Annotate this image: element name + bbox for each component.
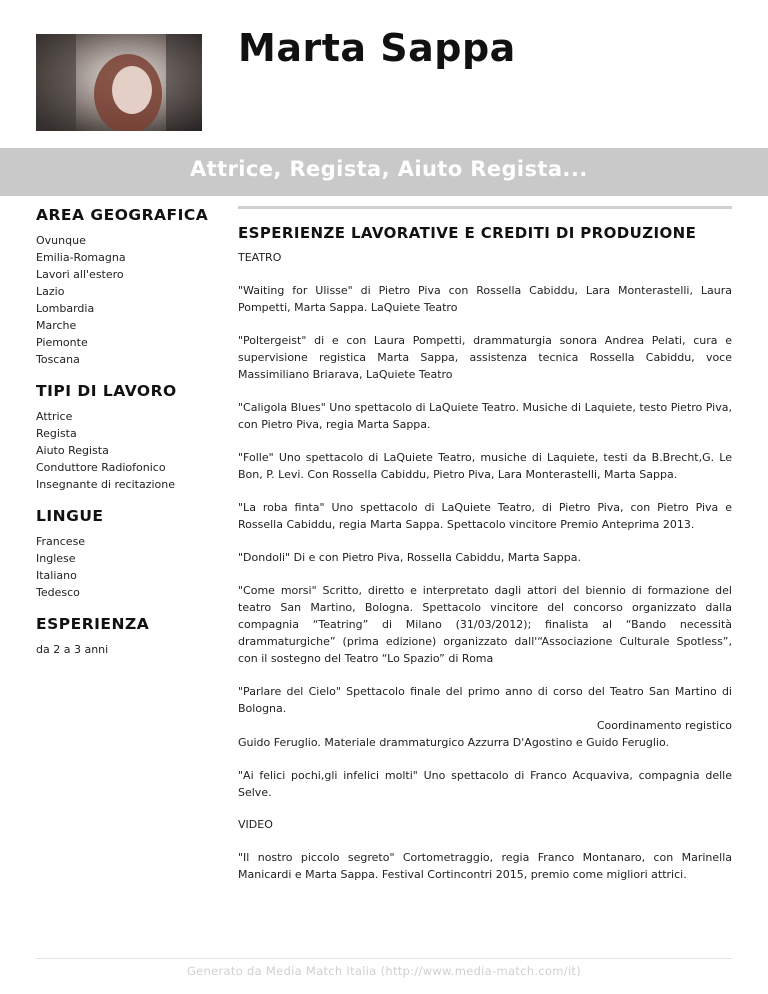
list-item: Regista <box>36 427 77 440</box>
profile-photo-image <box>36 34 202 131</box>
roles-banner <box>0 148 768 196</box>
footer-divider <box>36 958 732 959</box>
list-item: Piemonte <box>36 336 88 349</box>
area-section <box>36 206 226 368</box>
list-item: Lombardia <box>36 302 95 315</box>
credit-entry: "Come morsi" Scritto, diretto e interpretato dagli attori del biennio di formazione del teatro San Martino, Bologna. Spettacolo vincitore del concorso organizzato dalla compagnia “Teatring” di Milano (31/03/2012); finalista al “Bando necessità drammaturgiche” (prima edizione) organizzato dall'“Associazione Culturale Spotless”, con il sostegno del Teatro “Lo Spazio” di Roma <box>238 584 732 665</box>
lingue-section <box>36 507 226 601</box>
list-item: Ovunque <box>36 234 86 247</box>
candidate-name: Marta Sappa <box>238 26 516 70</box>
main-content <box>238 206 732 899</box>
footer-text: Generato da Media Match Italia (http://www.media-match.com/it) <box>186 964 582 978</box>
credit-entry: "Il nostro piccolo segreto" Cortometraggio, regia Franco Montanaro, con Marinella Manicardi e Marta Sappa. Festival Cortincontri 2015, premio come migliori attrici. <box>238 851 732 881</box>
list-item: Toscana <box>36 353 80 366</box>
tipi-section <box>36 382 226 493</box>
lingue-title: LINGUE <box>36 507 104 525</box>
experience-title: ESPERIENZE LAVORATIVE E CREDITI DI PRODUZIONE <box>238 224 697 242</box>
category-video: VIDEO <box>238 818 273 831</box>
credit-entry-cielo <box>238 683 732 751</box>
list-item: Italiano <box>36 569 77 582</box>
sidebar <box>36 206 226 672</box>
credit-entry: "Waiting for Ulisse" di Pietro Piva con Rossella Cabiddu, Lara Monterastelli, Laura Pompetti, Marta Sappa. LaQuiete Teatro <box>238 284 732 314</box>
list-item: Inglese <box>36 552 76 565</box>
list-item: Conduttore Radiofonico <box>36 461 166 474</box>
cielo-rest: Guido Feruglio. Materiale drammaturgico Azzurra D'Agostino e Guido Feruglio. <box>238 736 669 749</box>
roles-text: Attrice, Regista, Aiuto Regista... <box>190 157 588 181</box>
area-list <box>36 232 226 368</box>
esperienza-section <box>36 615 226 658</box>
list-item: Insegnante di recitazione <box>36 478 175 491</box>
list-item: Emilia-Romagna <box>36 251 126 264</box>
list-item: Tedesco <box>36 586 80 599</box>
tipi-list <box>36 408 226 493</box>
credit-entry: "Folle" Uno spettacolo di LaQuiete Teatro, musiche di Laquiete, testi da B.Brecht,G. Le Bon, P. Levi. Con Rossella Cabiddu, Pietro Piva, Lara Monterastelli, Marta Sappa. <box>238 451 732 481</box>
cielo-intro: "Parlare del Cielo" Spettacolo finale del primo anno di corso del Teatro San Martino di Bologna. <box>238 685 732 715</box>
list-item: Francese <box>36 535 86 548</box>
credit-entry: "Ai felici pochi,gli infelici molti" Uno spettacolo di Franco Acquaviva, compagnia delle Selve. <box>238 769 732 799</box>
list-item: Aiuto Regista <box>36 444 109 457</box>
credit-entry: "La roba finta" Uno spettacolo di LaQuiete Teatro, di Pietro Piva, con Pietro Piva e Rossella Cabiddu, regia Marta Sappa. Spettacolo vincitore Premio Anteprima 2013. <box>238 501 732 531</box>
list-item: Attrice <box>36 410 73 423</box>
category-teatro: TEATRO <box>238 251 282 264</box>
lingue-list <box>36 533 226 601</box>
list-item: Marche <box>36 319 77 332</box>
credit-entry: "Poltergeist" di e con Laura Pompetti, drammaturgia sonora Andrea Pelati, cura e supervisione registica Marta Sappa, assistenza tecnica Rossella Cabiddu, voce Massimiliano Briarava, LaQuiete Teatro <box>238 334 732 381</box>
credit-entry: "Caligola Blues" Uno spettacolo di LaQuiete Teatro. Musiche di Laquiete, testo Pietro Piva, con Pietro Piva, regia Marta Sappa. <box>238 401 732 431</box>
credit-entry: "Dondoli" Di e con Pietro Piva, Rossella Cabiddu, Marta Sappa. <box>238 551 581 564</box>
section-divider <box>238 206 732 209</box>
list-item: Lavori all'estero <box>36 268 124 281</box>
area-title: AREA GEOGRAFICA <box>36 206 209 224</box>
cielo-credit: Coordinamento registico <box>596 719 732 732</box>
tipi-title: TIPI DI LAVORO <box>36 382 177 400</box>
esperienza-title: ESPERIENZA <box>36 615 150 633</box>
list-item: Lazio <box>36 285 65 298</box>
profile-photo <box>36 34 202 131</box>
esperienza-value: da 2 a 3 anni <box>36 643 109 656</box>
